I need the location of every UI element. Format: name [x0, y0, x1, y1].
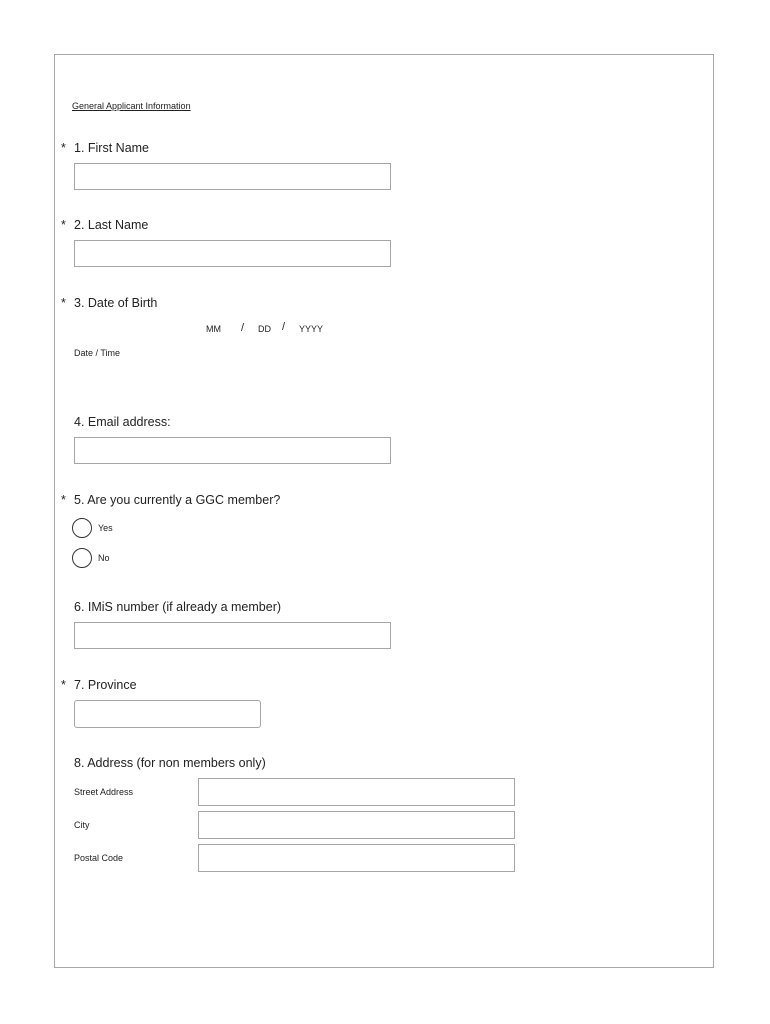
first-name-input[interactable] [74, 163, 391, 190]
last-name-label: 2. Last Name [74, 218, 149, 232]
ggc-member-label: 5. Are you currently a GGC member? [74, 493, 281, 507]
radio-yes-label: Yes [98, 523, 113, 533]
imis-number-input[interactable] [74, 622, 391, 649]
dob-separator: / [282, 321, 286, 333]
required-marker: * [61, 493, 66, 507]
date-of-birth-label: 3. Date of Birth [74, 296, 158, 310]
required-marker: * [61, 678, 66, 692]
imis-number-label: 6. IMiS number (if already a member) [74, 600, 282, 614]
postal-code-label: Postal Code [74, 853, 124, 863]
required-marker: * [61, 296, 66, 310]
city-label: City [74, 820, 90, 830]
radio-yes[interactable] [72, 518, 92, 538]
city-input[interactable] [198, 811, 515, 839]
dob-year-field[interactable]: YYYY [299, 324, 324, 334]
first-name-label: 1. First Name [74, 141, 150, 155]
email-label: 4. Email address: [74, 415, 171, 429]
email-input[interactable] [74, 437, 391, 464]
required-marker: * [61, 141, 66, 155]
radio-no-label: No [98, 553, 110, 563]
dob-separator: / [241, 322, 245, 334]
street-address-input[interactable] [198, 778, 515, 806]
dob-day-field[interactable]: DD [258, 324, 271, 334]
street-address-label: Street Address [74, 787, 134, 797]
postal-code-input[interactable] [198, 844, 515, 872]
date-time-sublabel: Date / Time [74, 348, 121, 358]
last-name-input[interactable] [74, 240, 391, 267]
province-label: 7. Province [74, 678, 137, 692]
required-marker: * [61, 218, 66, 232]
dob-month-field[interactable]: MM [206, 324, 221, 334]
province-select[interactable] [74, 700, 261, 728]
radio-no[interactable] [72, 548, 92, 568]
section-title: General Applicant Information [72, 101, 191, 111]
address-label: 8. Address (for non members only) [74, 756, 266, 770]
